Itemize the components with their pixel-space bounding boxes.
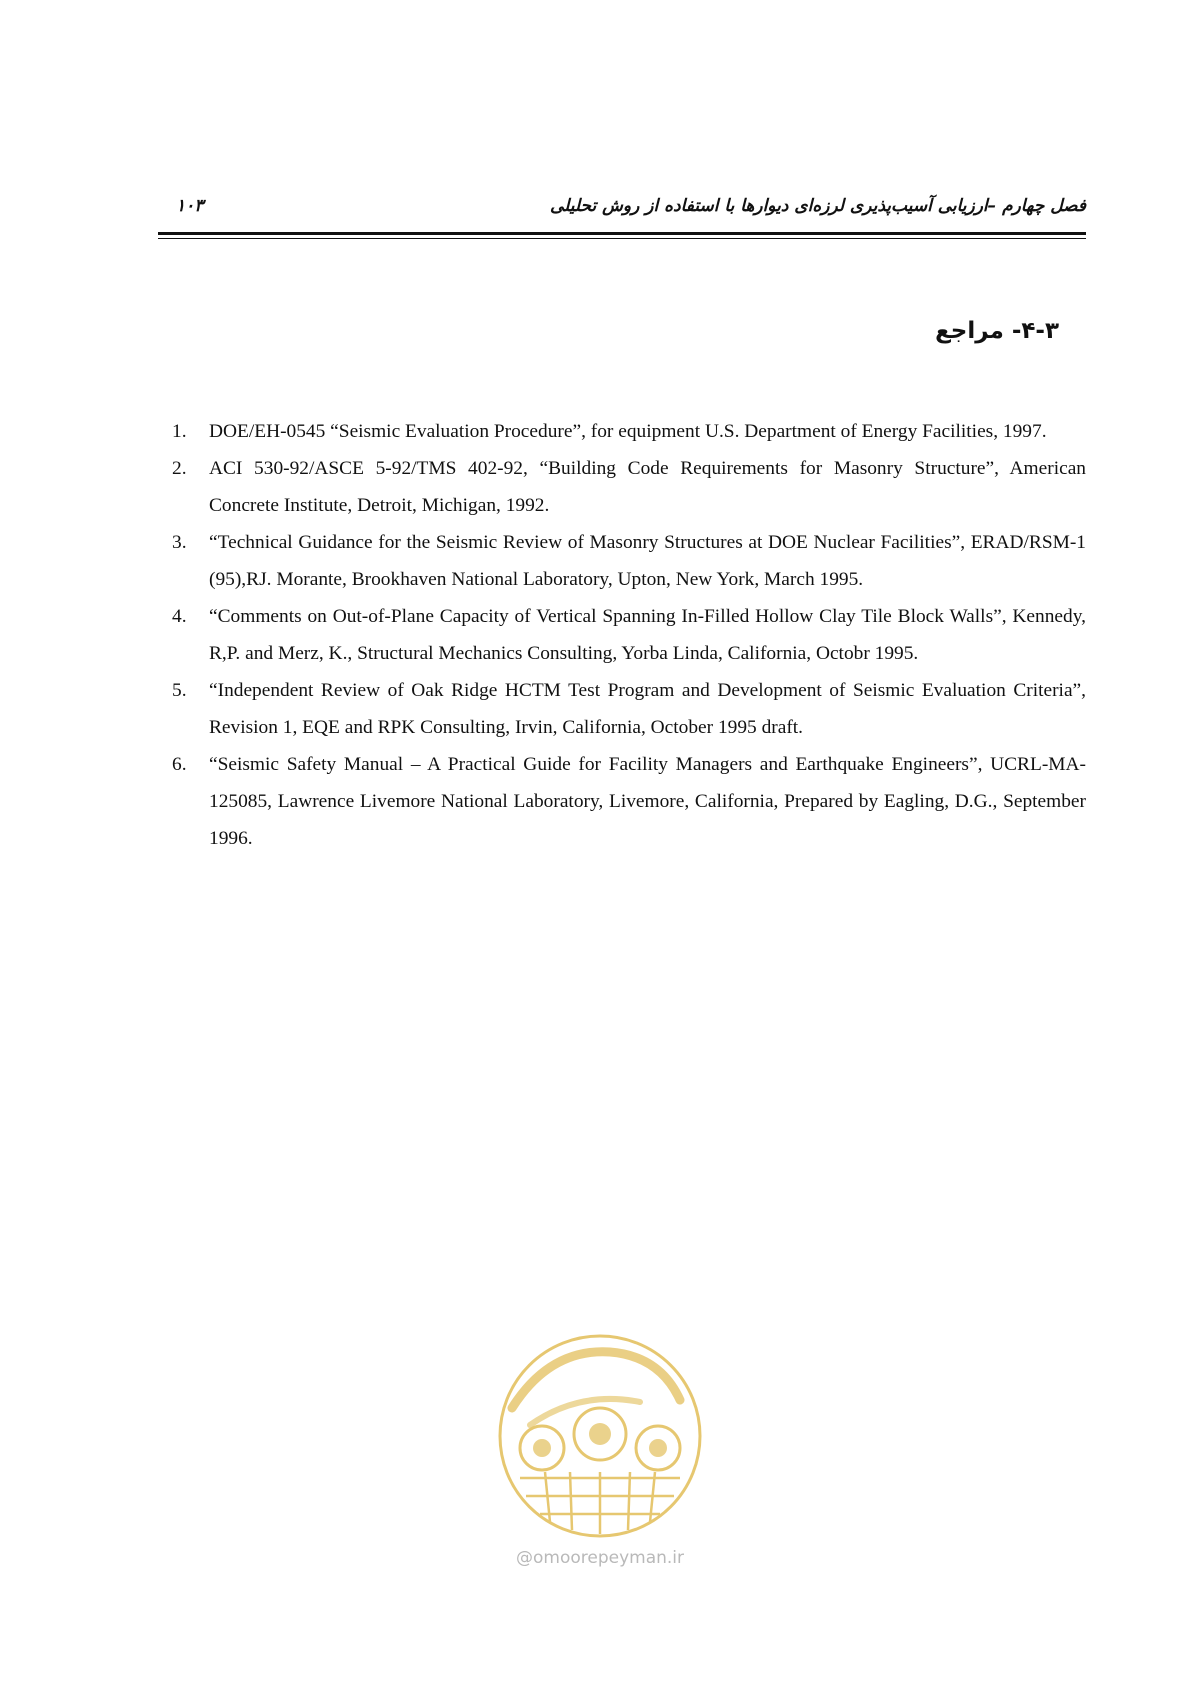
reference-list [172,413,1086,857]
page-number: ۱۰۳ [176,196,204,216]
reference-number: 4. [172,606,187,627]
watermark [490,1330,710,1575]
reference-item [172,598,1086,672]
section-heading: ۴-۳- مراجع [935,318,1059,344]
watermark-url: @omoorepeyman.ir [515,1548,685,1568]
reference-item [172,450,1086,524]
reference-item [172,524,1086,598]
reference-number: 2. [172,458,187,479]
reference-number: 1. [172,421,187,442]
header-rule [158,232,1086,235]
watermark-logo-icon [490,1330,710,1542]
reference-number: 3. [172,532,187,553]
reference-text: ACI 530-92/ASCE 5-92/TMS 402-92, “Building Code Requirements for Masonry Structure”, American Concrete Institute, Detroit, Michigan, 1992. [209,458,1086,516]
reference-text: “Independent Review of Oak Ridge HCTM Test Program and Development of Seismic Evaluation Criteria”, Revision 1, EQE and RPK Consulting, Irvin, California, October 1995 draft. [209,680,1086,738]
reference-text: “Comments on Out-of-Plane Capacity of Vertical Spanning In-Filled Hollow Clay Tile Block Walls”, Kennedy, R,P. and Merz, K., Structural Mechanics Consulting, Yorba Linda, California, Octobr 1995. [209,606,1086,664]
header-rule-thin [158,238,1086,239]
reference-item [172,413,1086,450]
reference-text: “Technical Guidance for the Seismic Review of Masonry Structures at DOE Nuclear Facilities”, ERAD/RSM-1 (95),RJ. Morante, Brookhaven National Laboratory, Upton, New York, March 1995. [209,532,1086,590]
reference-text: DOE/EH-0545 “Seismic Evaluation Procedure”, for equipment U.S. Department of Energy Facilities, 1997. [209,421,1047,442]
reference-number: 5. [172,680,187,701]
header-title: فصل چهارم –ارزیابی آسیب‌پذیری لرزه‌ای دیوارها با استفاده از روش تحلیلی [550,196,1086,216]
reference-text: “Seismic Safety Manual – A Practical Guide for Facility Managers and Earthquake Engineers”, UCRL-MA-125085, Lawrence Livemore National Laboratory, Livemore, California, Prepared by Eagling, D.G., September 1996. [209,754,1086,849]
reference-item [172,746,1086,857]
reference-item [172,672,1086,746]
reference-number: 6. [172,754,187,775]
running-header [158,196,1086,226]
